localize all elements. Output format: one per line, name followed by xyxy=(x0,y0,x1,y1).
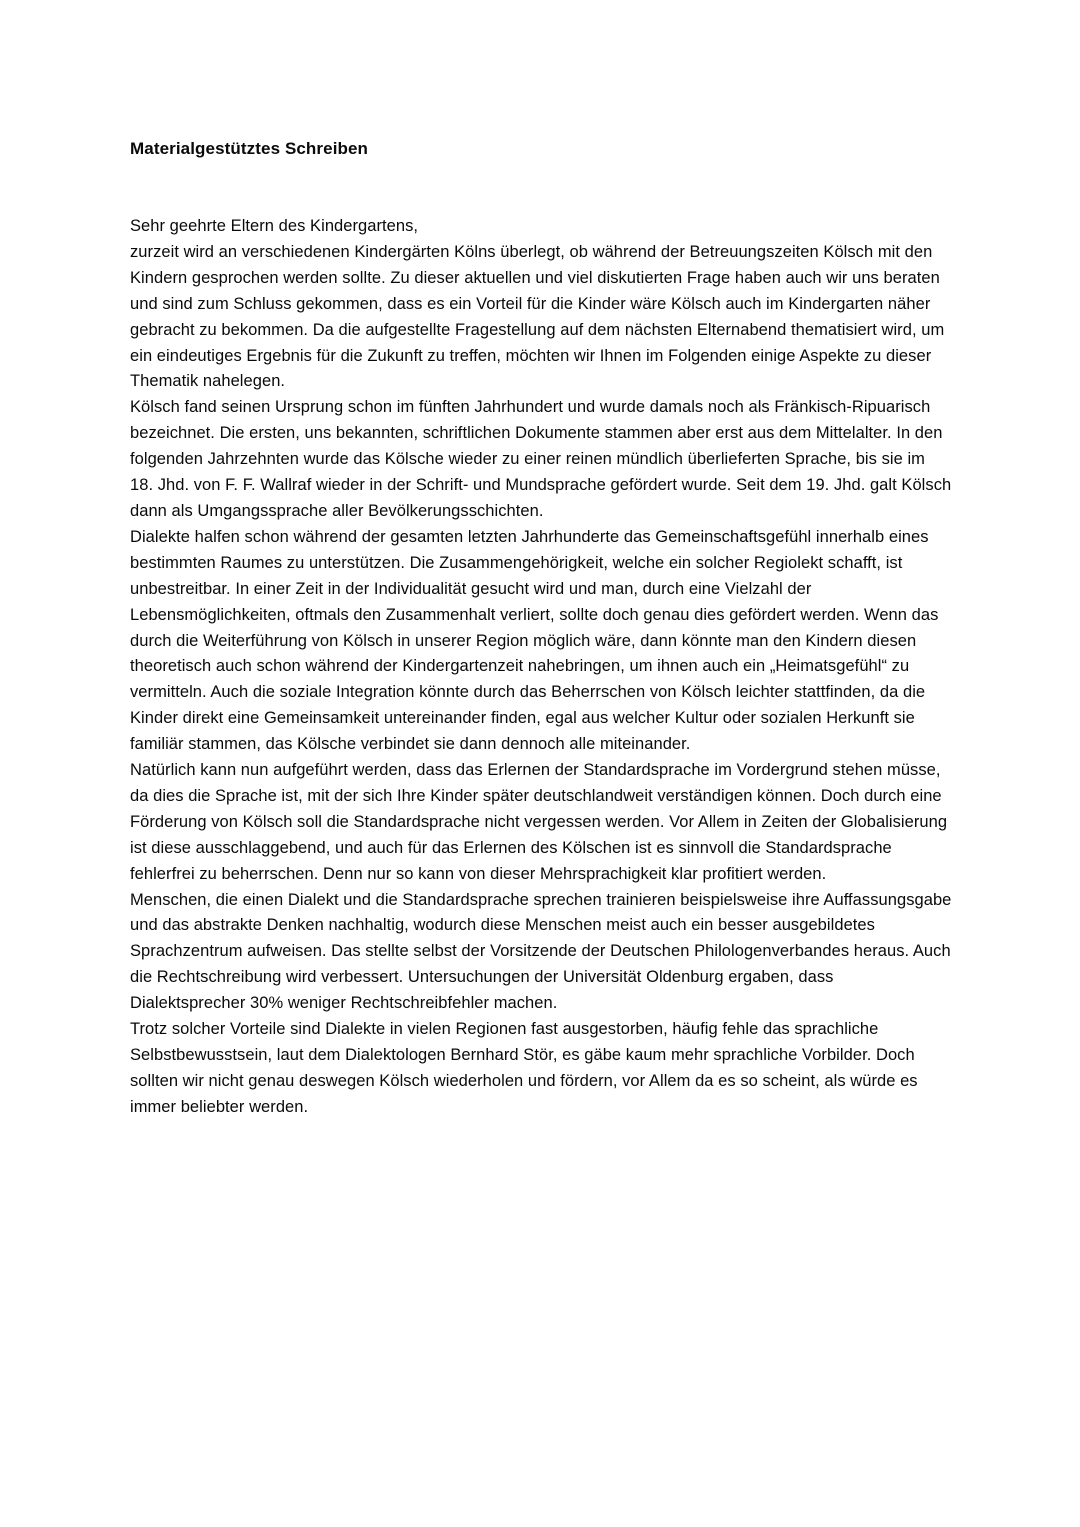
salutation-line: Sehr geehrte Eltern des Kindergartens, xyxy=(130,217,419,235)
paragraph-standard-language: Natürlich kann nun aufgeführt werden, dass das Erlernen der Standardsprache im Vordergrund stehen müsse, da dies die Sprache ist, mit der sich Ihre Kinder später deutschlandweit verständigen können. Doch durch eine Förderung von Kölsch soll die Standardsprache nicht vergessen werden. Vor Allem in Zeiten der Globalisierung ist diese ausschlaggebend, und auch für das Erlernen des Kölschen ist es sinnvoll die Standardsprache fehlerfrei zu beherrschen. Denn nur so kann von dieser Mehrsprachigkeit klar profitiert werden. xyxy=(130,761,948,883)
paragraph-intro: zurzeit wird an verschiedenen Kindergärten Kölns überlegt, ob während der Betreuungszeiten Kölsch mit den Kindern gesprochen werden sollte. Zu dieser aktuellen und viel diskutierten Frage haben auch wir uns beraten und sind zum Schluss gekommen, dass es ein Vorteil für die Kinder wäre Kölsch auch im Kindergarten näher gebracht zu bekommen. Da die aufgestellte Fragestellung auf dem nächsten Elternabend thematisiert wird, um ein eindeutiges Ergebnis für die Zukunft zu treffen, möchten wir Ihnen im Folgenden einige Aspekte zu dieser Thematik nahelegen. xyxy=(130,242,945,391)
paragraph-cognitive-benefits: Menschen, die einen Dialekt und die Standardsprache sprechen trainieren beispielsweise ihre Auffassungsgabe und das abstrakte Denken nachhaltig, wodurch diese Menschen meist auch ein besser ausgebildetes Sprachzentrum aufweisen. Das stellte selbst der Vorsitzende der Deutschen Philologenverbandes heraus. Auch die Rechtschreibung wird verbessert. Untersuchungen der Universität Oldenburg ergaben, dass Dialektsprecher 30% weniger Rechtschreibfehler machen. xyxy=(130,890,952,1013)
document-title: Materialgestütztes Schreiben xyxy=(130,139,369,158)
paragraph-conclusion: Trotz solcher Vorteile sind Dialekte in vielen Regionen fast ausgestorben, häufig fehle das sprachliche Selbstbewusstsein, laut dem Dialektologen Bernhard Stör, es gäbe kaum mehr sprachliche Vorbilder. Doch sollten wir nicht genau deswegen Kölsch wiederholen und fördern, vor Allem da es so scheint, als würde es immer beliebter werden. xyxy=(130,1020,918,1116)
paragraph-history: Kölsch fand seinen Ursprung schon im fünften Jahrhundert und wurde damals noch als Fränkisch-Ripuarisch bezeichnet. Die ersten, uns bekannten, schriftlichen Dokumente stammen aber erst aus dem Mittelalter. In den folgenden Jahrzehnten wurde das Kölsche wieder zu einer reinen mündlich überlieferten Sprache, bis sie im 18. Jhd. von F. F. Wallraf wieder in der Schrift- und Mundsprache gefördert wurde. Seit dem 19. Jhd. galt Kölsch dann als Umgangssprache aller Bevölkerungsschichten. xyxy=(130,398,952,520)
paragraph-community: Dialekte halfen schon während der gesamten letzten Jahrhunderte das Gemeinschaftsgefühl innerhalb eines bestimmten Raumes zu unterstützen. Die Zusammengehörigkeit, welche ein solcher Regiolekt schafft, ist unbestreitbar. In einer Zeit in der Individualität gesucht wird und man, durch eine Vielzahl der Lebensmöglichkeiten, oftmals den Zusammenhalt verliert, sollte doch genau dies gefördert werden. Wenn das durch die Weiterführung von Kölsch in unserer Region möglich wäre, dann könnte man den Kindern diesen theoretisch auch schon während der Kindergartenzeit nahebringen, um ihnen auch ein „Heimatsgefühl“ zu vermitteln. Auch die soziale Integration könnte durch das Beherrschen von Kölsch leichter stattfinden, da die Kinder direkt eine Gemeinsamkeit untereinander finden, egal aus welcher Kultur oder sozialen Herkunft sie familiär stammen, das Kölsche verbindet sie dann dennoch alle miteinander. xyxy=(130,527,939,754)
document-body xyxy=(130,214,952,1121)
